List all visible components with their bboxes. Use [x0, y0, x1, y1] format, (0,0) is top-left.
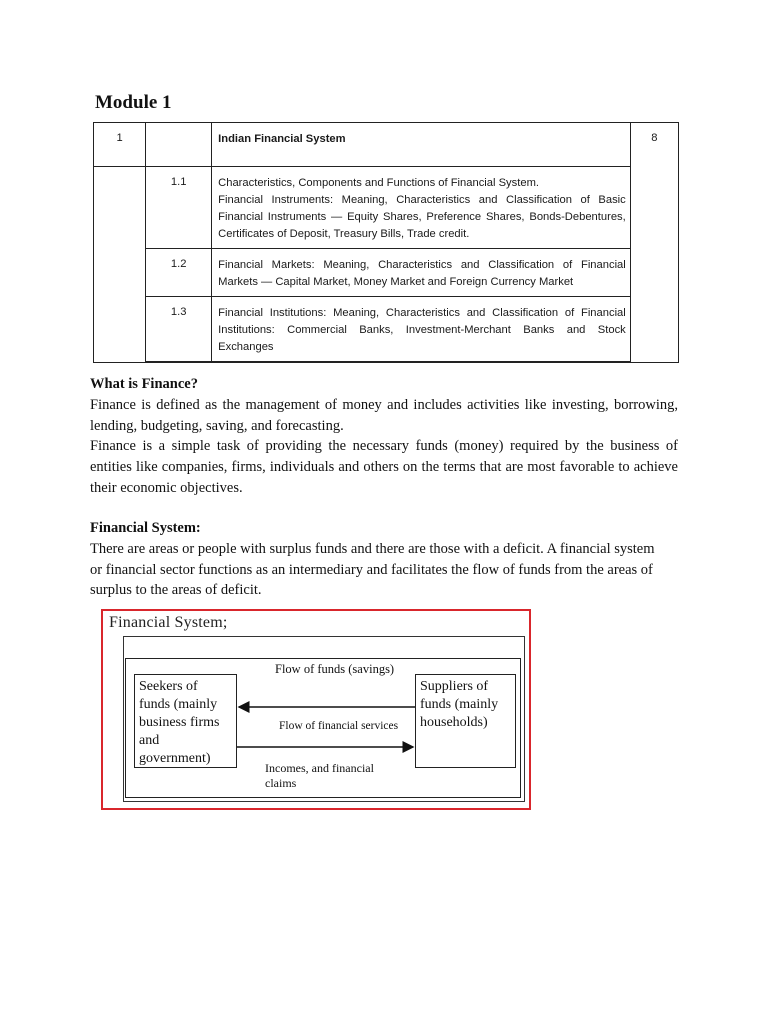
- finance-paragraph-2: Finance is a simple task of providing the necessary funds (money) required by the business of entities like companies, firms, individuals and others on the terms that are most favorable to achieve their economic objectives.: [90, 438, 678, 496]
- financial-system-paragraph: There are areas or people with surplus funds and there are those with a deficit. A financial system or financial sector functions as an intermediary and facilitates the flow of funds from the areas of surplus to the areas of deficit.: [90, 540, 655, 599]
- module-title: Module 1: [95, 92, 172, 113]
- seekers-box: Seekers of funds (mainly business firms and government): [134, 674, 237, 768]
- table-row: [94, 297, 679, 363]
- topic-line: Financial Institutions: Meaning, Characteristics and Classification of Financial Institutions: Commercial Banks, Investment-Merchant Banks and Stock Exchanges: [218, 307, 626, 353]
- topic-line: Financial Instruments: Meaning, Characteristics and Classification of Basic Financial Instruments — Equity Shares, Preference Shares, Bonds-Debentures, Certificates of Deposit, Treasury Bills, Trade credit.: [218, 194, 626, 240]
- empty-cell: [94, 167, 146, 363]
- topic-text: [212, 249, 631, 297]
- table-row: [94, 249, 679, 297]
- flow-arrows: [103, 611, 533, 812]
- financial-system-diagram: [101, 609, 531, 810]
- unit-hours: 8: [630, 123, 678, 363]
- sub-number: 1.3: [146, 297, 212, 363]
- finance-section: [90, 374, 678, 499]
- unit-title: Indian Financial System: [212, 123, 631, 167]
- syllabus-table: [93, 122, 679, 363]
- unit-number: 1: [94, 123, 146, 167]
- sub-number: 1.1: [146, 167, 212, 249]
- flow-savings-label: Flow of funds (savings): [275, 662, 395, 676]
- topic-text: [212, 167, 631, 249]
- suppliers-box: Suppliers of funds (mainly households): [415, 674, 516, 768]
- finance-heading: What is Finance?: [90, 376, 198, 392]
- topic-text: [212, 297, 631, 363]
- finance-paragraph-1: Finance is defined as the management of money and includes activities like investing, borrowing, lending, budgeting, saving, and forecasting.: [90, 396, 678, 434]
- topic-line: Characteristics, Components and Functions of Financial System.: [218, 177, 540, 189]
- flow-services-label: Flow of financial services: [279, 720, 399, 732]
- topic-line: Financial Markets: Meaning, Characteristics and Classification of Financial Markets — Capital Market, Money Market and Foreign Currency Market: [218, 259, 626, 288]
- diagram-title: Financial System;: [109, 614, 228, 631]
- table-row: [94, 167, 679, 249]
- empty-cell: [146, 123, 212, 167]
- financial-system-section: [90, 518, 658, 601]
- sub-number: 1.2: [146, 249, 212, 297]
- incomes-label: Incomes, and financial claims: [265, 761, 374, 790]
- financial-system-heading: Financial System:: [90, 520, 201, 536]
- table-row: [94, 123, 679, 167]
